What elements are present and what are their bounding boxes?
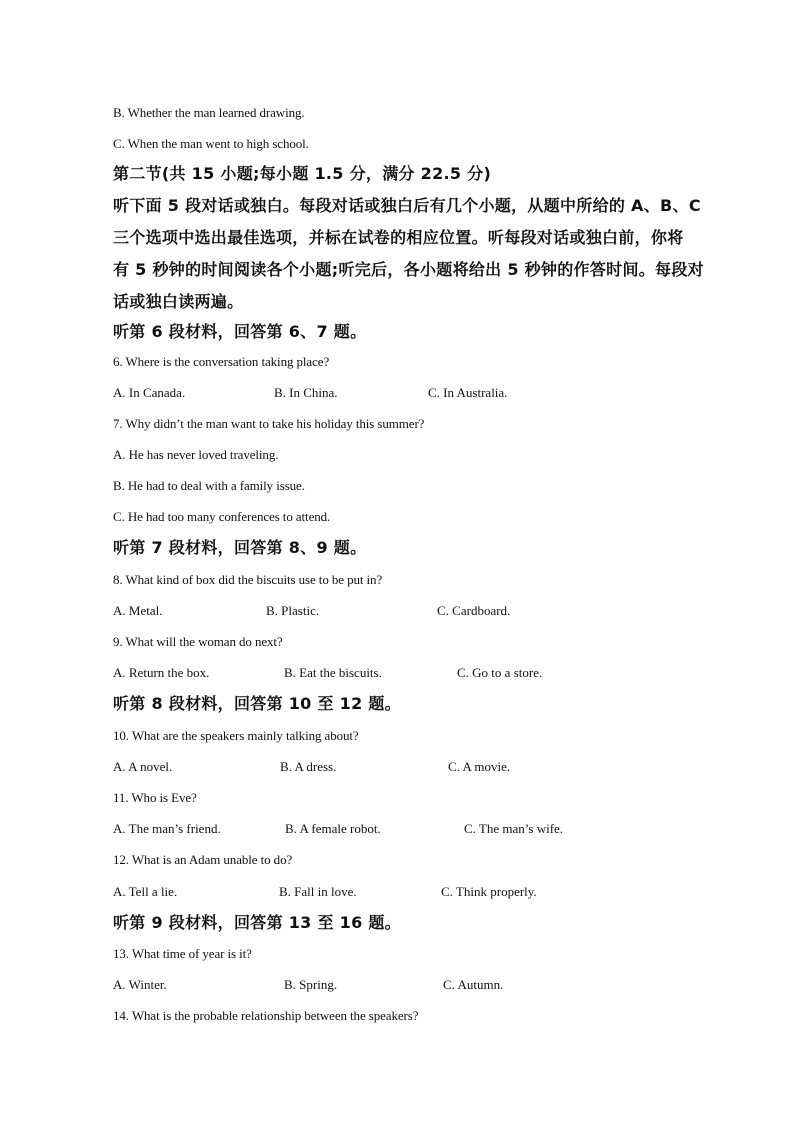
instruction-line-2: 三个选项中选出最佳选项，并标在试卷的相应位置。听每段对话或独白前，你将	[113, 228, 684, 247]
instruction-line-4: 话或独白读两遍。	[113, 292, 244, 311]
q8-option-c: C. Cardboard.	[437, 603, 511, 618]
q11-option-a: A. The man’s friend.	[113, 821, 221, 836]
q13-option-c: C. Autumn.	[443, 977, 504, 992]
q10-option-b: B. A dress.	[280, 759, 337, 774]
question-6: 6. Where is the conversation taking place?	[113, 354, 330, 369]
q9-option-c: C. Go to a store.	[457, 665, 543, 680]
q10-option-a: A. A novel.	[113, 759, 173, 774]
instruction-line-3: 有 5 秒钟的时间阅读各个小题;听完后，各小题将给出 5 秒钟的作答时间。每段对	[113, 260, 704, 279]
material-6-heading: 听第 6 段材料，回答第 6、7 题。	[113, 322, 367, 341]
q12-option-a: A. Tell a lie.	[113, 884, 178, 899]
section-title: 第二节(共 15 小题;每小题 1.5 分，满分 22.5 分)	[113, 164, 492, 183]
q6-option-c: C. In Australia.	[428, 385, 508, 400]
q12-option-b: B. Fall in love.	[279, 884, 357, 899]
q9-option-a: A. Return the box.	[113, 665, 210, 680]
q10-option-c: C. A movie.	[448, 759, 511, 774]
question-13: 13. What time of year is it?	[113, 946, 252, 961]
question-11: 11. Who is Eve?	[113, 790, 197, 805]
q13-option-a: A. Winter.	[113, 977, 167, 992]
q8-option-b: B. Plastic.	[266, 603, 320, 618]
material-9-heading: 听第 9 段材料，回答第 13 至 16 题。	[113, 913, 401, 932]
material-7-heading: 听第 7 段材料，回答第 8、9 题。	[113, 538, 367, 557]
question-14: 14. What is the probable relationship between the speakers?	[113, 1008, 419, 1023]
question-9: 9. What will the woman do next?	[113, 634, 283, 649]
q7-option-a: A. He has never loved traveling.	[113, 447, 279, 462]
q6-option-b: B. In China.	[274, 385, 338, 400]
q11-option-c: C. The man’s wife.	[464, 821, 564, 836]
q12-option-c: C. Think properly.	[441, 884, 537, 899]
question-8: 8. What kind of box did the biscuits use to be put in?	[113, 572, 383, 587]
q11-option-b: B. A female robot.	[285, 821, 381, 836]
q13-option-b: B. Spring.	[284, 977, 338, 992]
prev-option-b: B. Whether the man learned drawing.	[113, 105, 305, 120]
question-7: 7. Why didn’t the man want to take his holiday this summer?	[113, 416, 425, 431]
material-8-heading: 听第 8 段材料，回答第 10 至 12 题。	[113, 694, 401, 713]
question-12: 12. What is an Adam unable to do?	[113, 852, 293, 867]
q9-option-b: B. Eat the biscuits.	[284, 665, 382, 680]
instruction-line-1: 听下面 5 段对话或独白。每段对话或独白后有几个小题，从题中所给的 A、B、C	[113, 196, 701, 215]
prev-option-c: C. When the man went to high school.	[113, 136, 309, 151]
q8-option-a: A. Metal.	[113, 603, 163, 618]
question-10: 10. What are the speakers mainly talking about?	[113, 728, 359, 743]
q7-option-c: C. He had too many conferences to attend.	[113, 509, 331, 524]
q6-option-a: A. In Canada.	[113, 385, 186, 400]
q7-option-b: B. He had to deal with a family issue.	[113, 478, 305, 493]
